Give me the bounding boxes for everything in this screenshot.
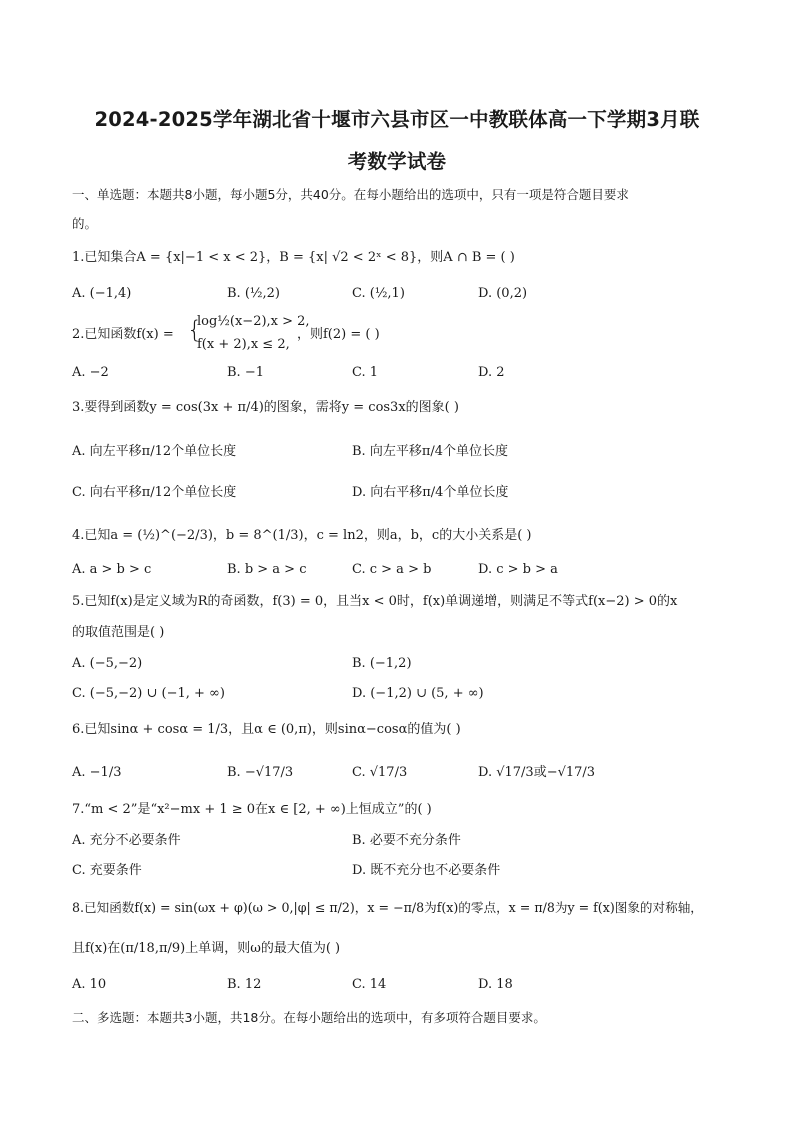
q5-option-d: D. (−1,2) ∪ (5, + ∞)	[352, 686, 484, 701]
q3-option-c: C. 向右平移π/12个单位长度	[72, 485, 237, 500]
q5-option-c: C. (−5,−2) ∪ (−1, + ∞)	[72, 686, 225, 701]
section2-heading: 二、多选题：本题共3小题，共18分。在每小题给出的选项中，有多项符合题目要求。	[72, 1010, 546, 1025]
q8-option-c: C. 14	[352, 977, 387, 992]
q5-stem-cont: 的取值范围是( )	[72, 625, 165, 640]
q1-option-b: B. (½,2)	[227, 286, 280, 301]
q7-option-c: C. 充要条件	[72, 863, 142, 878]
q1-option-a: A. (−1,4)	[72, 286, 132, 301]
q2-stem-prefix: 2.已知函数f(x) =	[72, 327, 174, 342]
q4-option-c: C. c > a > b	[352, 562, 432, 577]
q3-option-a: A. 向左平移π/12个单位长度	[72, 444, 237, 459]
q1-option-d: D. (0,2)	[478, 286, 528, 301]
section1-heading-cont: 的。	[72, 216, 98, 231]
q1-stem: 1.已知集合A = {x|−1 < x < 2}，B = {x| √2 < 2ˣ < 8}，则A ∩ B = ( )	[72, 250, 515, 265]
q4-option-b: B. b > a > c	[227, 562, 307, 577]
section1-heading: 一、单选题：本题共8小题，每小题5分，共40分。在每小题给出的选项中，只有一项是符合题目要求	[72, 187, 629, 202]
q6-option-c: C. √17/3	[352, 765, 408, 780]
q8-option-a: A. 10	[72, 977, 107, 992]
q6-option-d: D. √17/3或−√17/3	[478, 765, 596, 780]
q2-option-c: C. 1	[352, 365, 379, 380]
q7-option-b: B. 必要不充分条件	[352, 833, 461, 848]
q6-option-a: A. −1/3	[72, 765, 122, 780]
exam-title-line1: 2024-2025学年湖北省十堰市六县市区一中教联体高一下学期3月联	[94, 108, 700, 131]
q6-stem: 6.已知sinα + cosα = 1/3，且α ∈ (0,π)，则sinα−cosα的值为( )	[72, 722, 461, 737]
q5-option-b: B. (−1,2)	[352, 656, 412, 671]
q3-option-d: D. 向右平移π/4个单位长度	[352, 485, 509, 500]
q8-stem: 8.已知函数f(x) = sin(ωx + φ)(ω > 0,|φ| ≤ π/2)，x = −π/8为f(x)的零点，x = π/8为y = f(x)图象的对称轴，	[72, 900, 703, 915]
q7-option-d: D. 既不充分也不必要条件	[352, 863, 501, 878]
q2-case1: log½(x−2),x > 2,	[197, 314, 310, 329]
q2-option-a: A. −2	[72, 365, 109, 380]
q7-stem: 7.“m < 2”是“x²−mx + 1 ≥ 0在x ∈ [2, + ∞)上恒成立”的( )	[72, 802, 432, 817]
q2-stem-suffix: ，则f(2) = ( )	[297, 327, 380, 342]
q8-stem-cont: 且f(x)在(π/18,π/9)上单调，则ω的最大值为( )	[72, 941, 341, 956]
q4-option-a: A. a > b > c	[72, 562, 152, 577]
q5-option-a: A. (−5,−2)	[72, 656, 143, 671]
q8-option-d: D. 18	[478, 977, 513, 992]
q4-option-d: D. c > b > a	[478, 562, 558, 577]
q6-option-b: B. −√17/3	[227, 765, 294, 780]
q4-stem: 4.已知a = (½)^(−2/3)，b = 8^(1/3)，c = ln2，则a，b，c的大小关系是( )	[72, 528, 532, 543]
q3-stem: 3.要得到函数y = cos(3x + π/4)的图象，需将y = cos3x的图象( )	[72, 400, 459, 415]
q2-brace: {	[187, 316, 203, 344]
q2-case2: f(x + 2),x ≤ 2,	[197, 337, 290, 352]
q3-option-b: B. 向左平移π/4个单位长度	[352, 444, 509, 459]
q1-option-c: C. (½,1)	[352, 286, 405, 301]
q5-stem: 5.已知f(x)是定义域为R的奇函数，f(3) = 0，且当x < 0时，f(x)单调递增，则满足不等式f(x−2) > 0的x	[72, 594, 678, 609]
q2-option-d: D. 2	[478, 365, 505, 380]
q2-option-b: B. −1	[227, 365, 264, 380]
q7-option-a: A. 充分不必要条件	[72, 833, 181, 848]
exam-title-line2: 考数学试卷	[347, 150, 447, 173]
q8-option-b: B. 12	[227, 977, 262, 992]
